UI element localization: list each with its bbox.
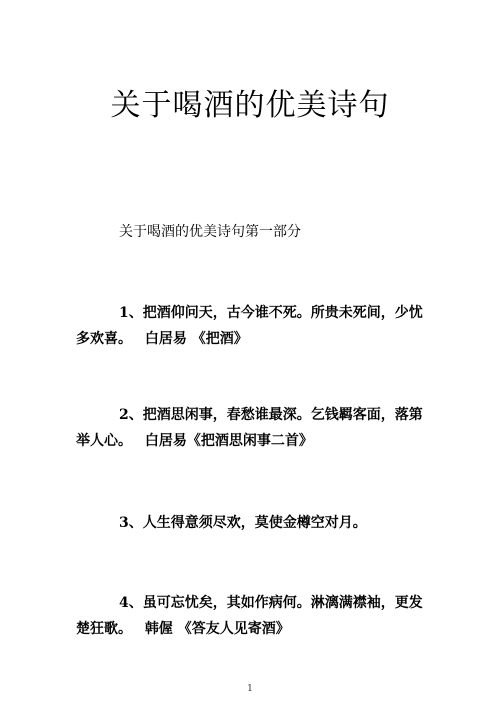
poem-text: 2、把酒思闲事，春愁谁最深。乞钱羁客面，落第举人心。 xyxy=(76,407,423,449)
document-title: 关于喝酒的优美诗句 xyxy=(110,88,390,123)
poem-author: 韩偓 xyxy=(144,621,173,637)
poem-paragraph-2 xyxy=(76,402,428,454)
poem-paragraph-3 xyxy=(76,510,428,536)
poem-source: 《答友人见寄酒》 xyxy=(177,621,290,637)
poem-source: 《把酒》 xyxy=(191,331,248,347)
poem-text: 3、人生得意须尽欢，莫使金樽空对月。 xyxy=(119,515,367,531)
poem-author: 白居易 xyxy=(144,433,187,449)
poem-text: 4、虽可忘忧矣，其如作病何。淋漓满襟袖，更发楚狂歌。 xyxy=(76,595,423,637)
poem-paragraph-4 xyxy=(76,590,428,642)
page-number: 1 xyxy=(247,684,253,694)
poem-text: 1、把酒仰问天，古今谁不死。所贵未死间，少忧多欢喜。 xyxy=(76,305,423,347)
section-heading: 关于喝酒的优美诗句第一部分 xyxy=(119,224,301,240)
poem-paragraph-1 xyxy=(76,300,428,352)
poem-source: 《把酒思闲事二首》 xyxy=(186,433,313,449)
poem-author: 白居易 xyxy=(144,331,187,347)
